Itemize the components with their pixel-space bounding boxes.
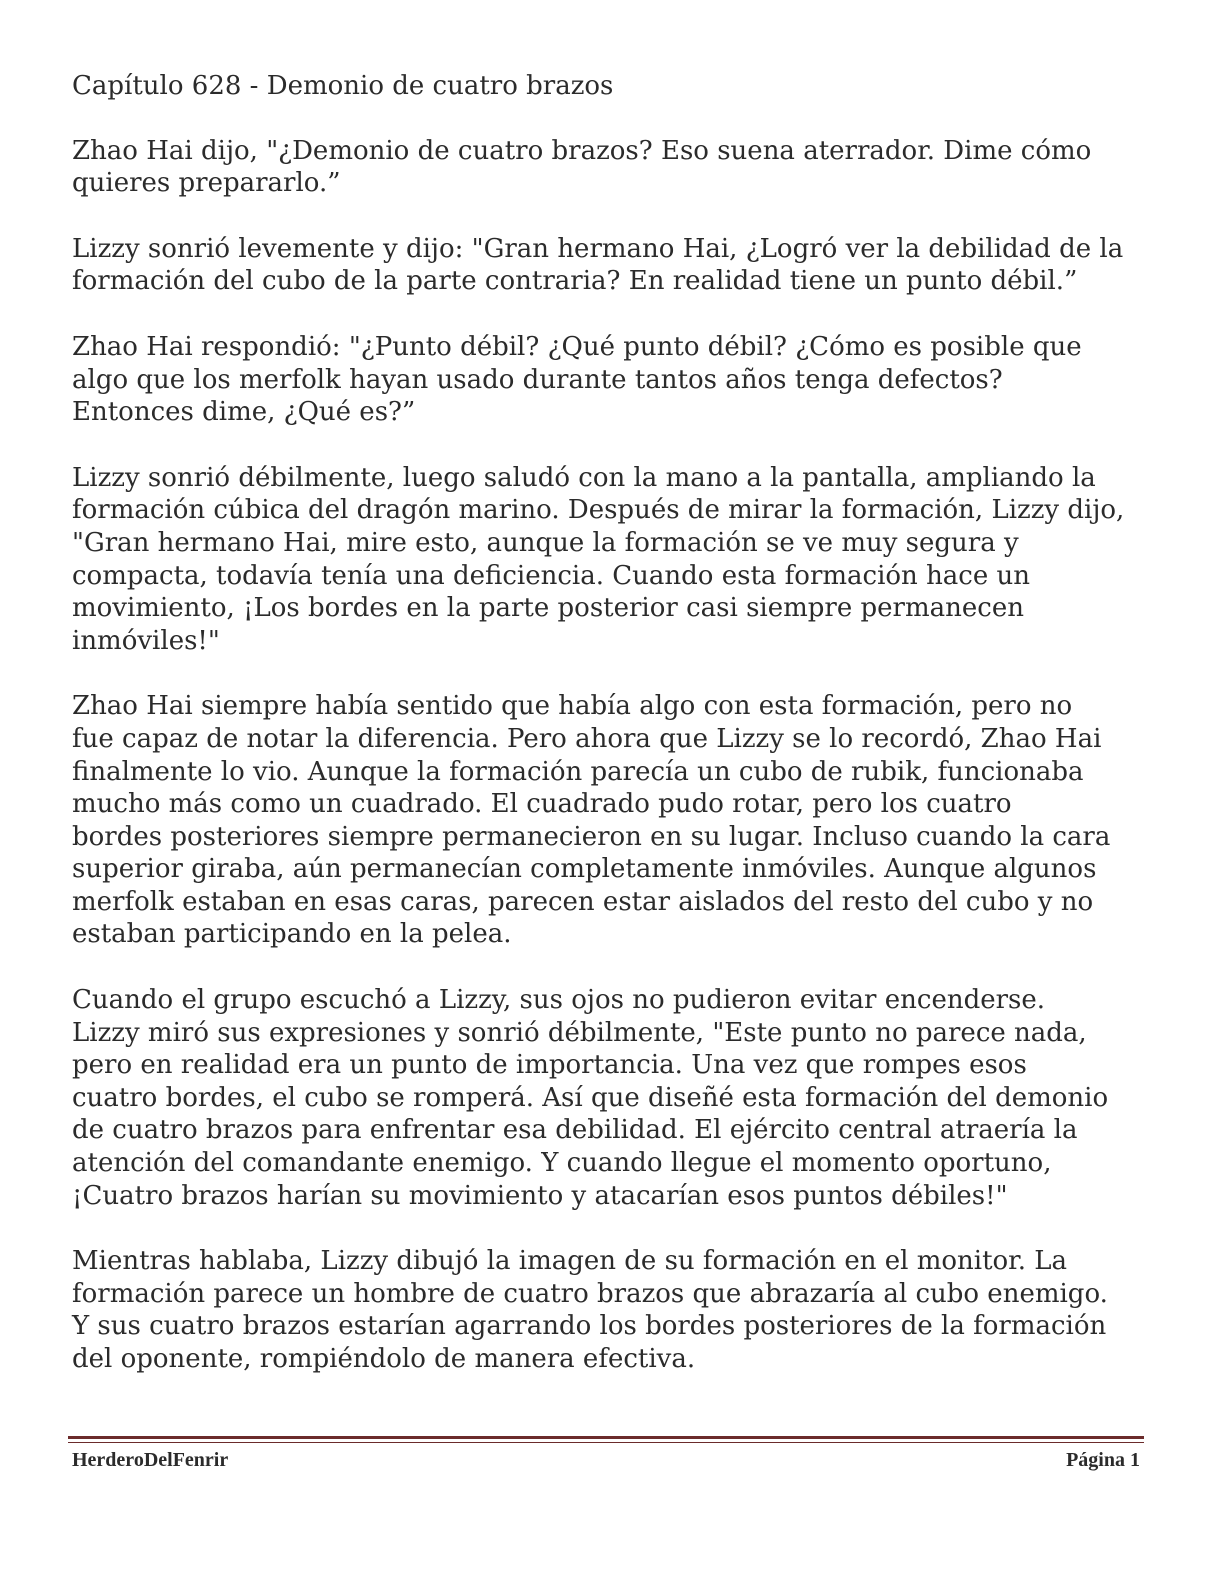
- footer-page-number: Página 1: [1066, 1449, 1140, 1471]
- footer-author: HerderoDelFenrir: [72, 1449, 229, 1471]
- paragraph: Lizzy sonrió débilmente, luego saludó con la mano a la pantalla, ampliando la formación cúbica del dragón marino. Después de mirar la formación, Lizzy dijo, "Gran hermano Hai, mire esto, aunque la formación se ve muy segura y compacta, todavía tenía una deficiencia. Cuando esta formación hace un movimiento, ¡Los bordes en la parte posterior casi siempre permanecen inmóviles!": [72, 462, 1125, 656]
- chapter-title: Capítulo 628 - Demonio de cuatro brazos: [72, 71, 614, 101]
- paragraph: Cuando el grupo escuchó a Lizzy, sus ojos no pudieron evitar encenderse. Lizzy miró sus expresiones y sonrió débilmente, "Este punto no parece nada, pero en realidad era un punto de importancia. Una vez que rompes esos cuatro bordes, el cubo se romperá. Así que diseñé esta formación del demonio de cuatro brazos para enfrentar esa debilidad. El ejército central atraería la atención del comandante enemigo. Y cuando llegue el momento oportuno, ¡Cuatro brazos harían su movimiento y atacarían esos puntos débiles!": [72, 985, 1109, 1211]
- paragraph: Zhao Hai dijo, "¿Demonio de cuatro brazos? Eso suena aterrador. Dime cómo quieres prepararlo.”: [72, 135, 1092, 199]
- paragraph: Zhao Hai respondió: "¿Punto débil? ¿Qué punto débil? ¿Cómo es posible que algo que los merfolk hayan usado durante tantos años tenga defectos? Entonces dime, ¿Qué es?”: [72, 331, 1082, 428]
- paragraph: Mientras hablaba, Lizzy dibujó la imagen de su formación en el monitor. La formación parece un hombre de cuatro brazos que abrazaría al cubo enemigo. Y sus cuatro brazos estarían agarrando los bordes posteriores de la formación del oponente, rompiéndolo de manera efectiva.: [72, 1246, 1108, 1374]
- footer-divider: [68, 1436, 1144, 1443]
- paragraph: Zhao Hai siempre había sentido que había algo con esta formación, pero no fue capaz de notar la diferencia. Pero ahora que Lizzy se lo recordó, Zhao Hai finalmente lo vio. Aunque la formación parecía un cubo de rubik, funcionaba mucho más como un cuadrado. El cuadrado pudo rotar, pero los cuatro bordes posteriores siempre permanecieron en su lugar. Incluso cuando la cara superior giraba, aún permanecían completamente inmóviles. Aunque algunos merfolk estaban en esas caras, parecen estar aislados del resto del cubo y no estaban participando en la pelea.: [72, 691, 1111, 950]
- document-body: [72, 70, 1154, 1409]
- paragraph: Lizzy sonrió levemente y dijo: "Gran hermano Hai, ¿Logró ver la debilidad de la formación del cubo de la parte contraria? En realidad tiene un punto débil.”: [72, 233, 1124, 297]
